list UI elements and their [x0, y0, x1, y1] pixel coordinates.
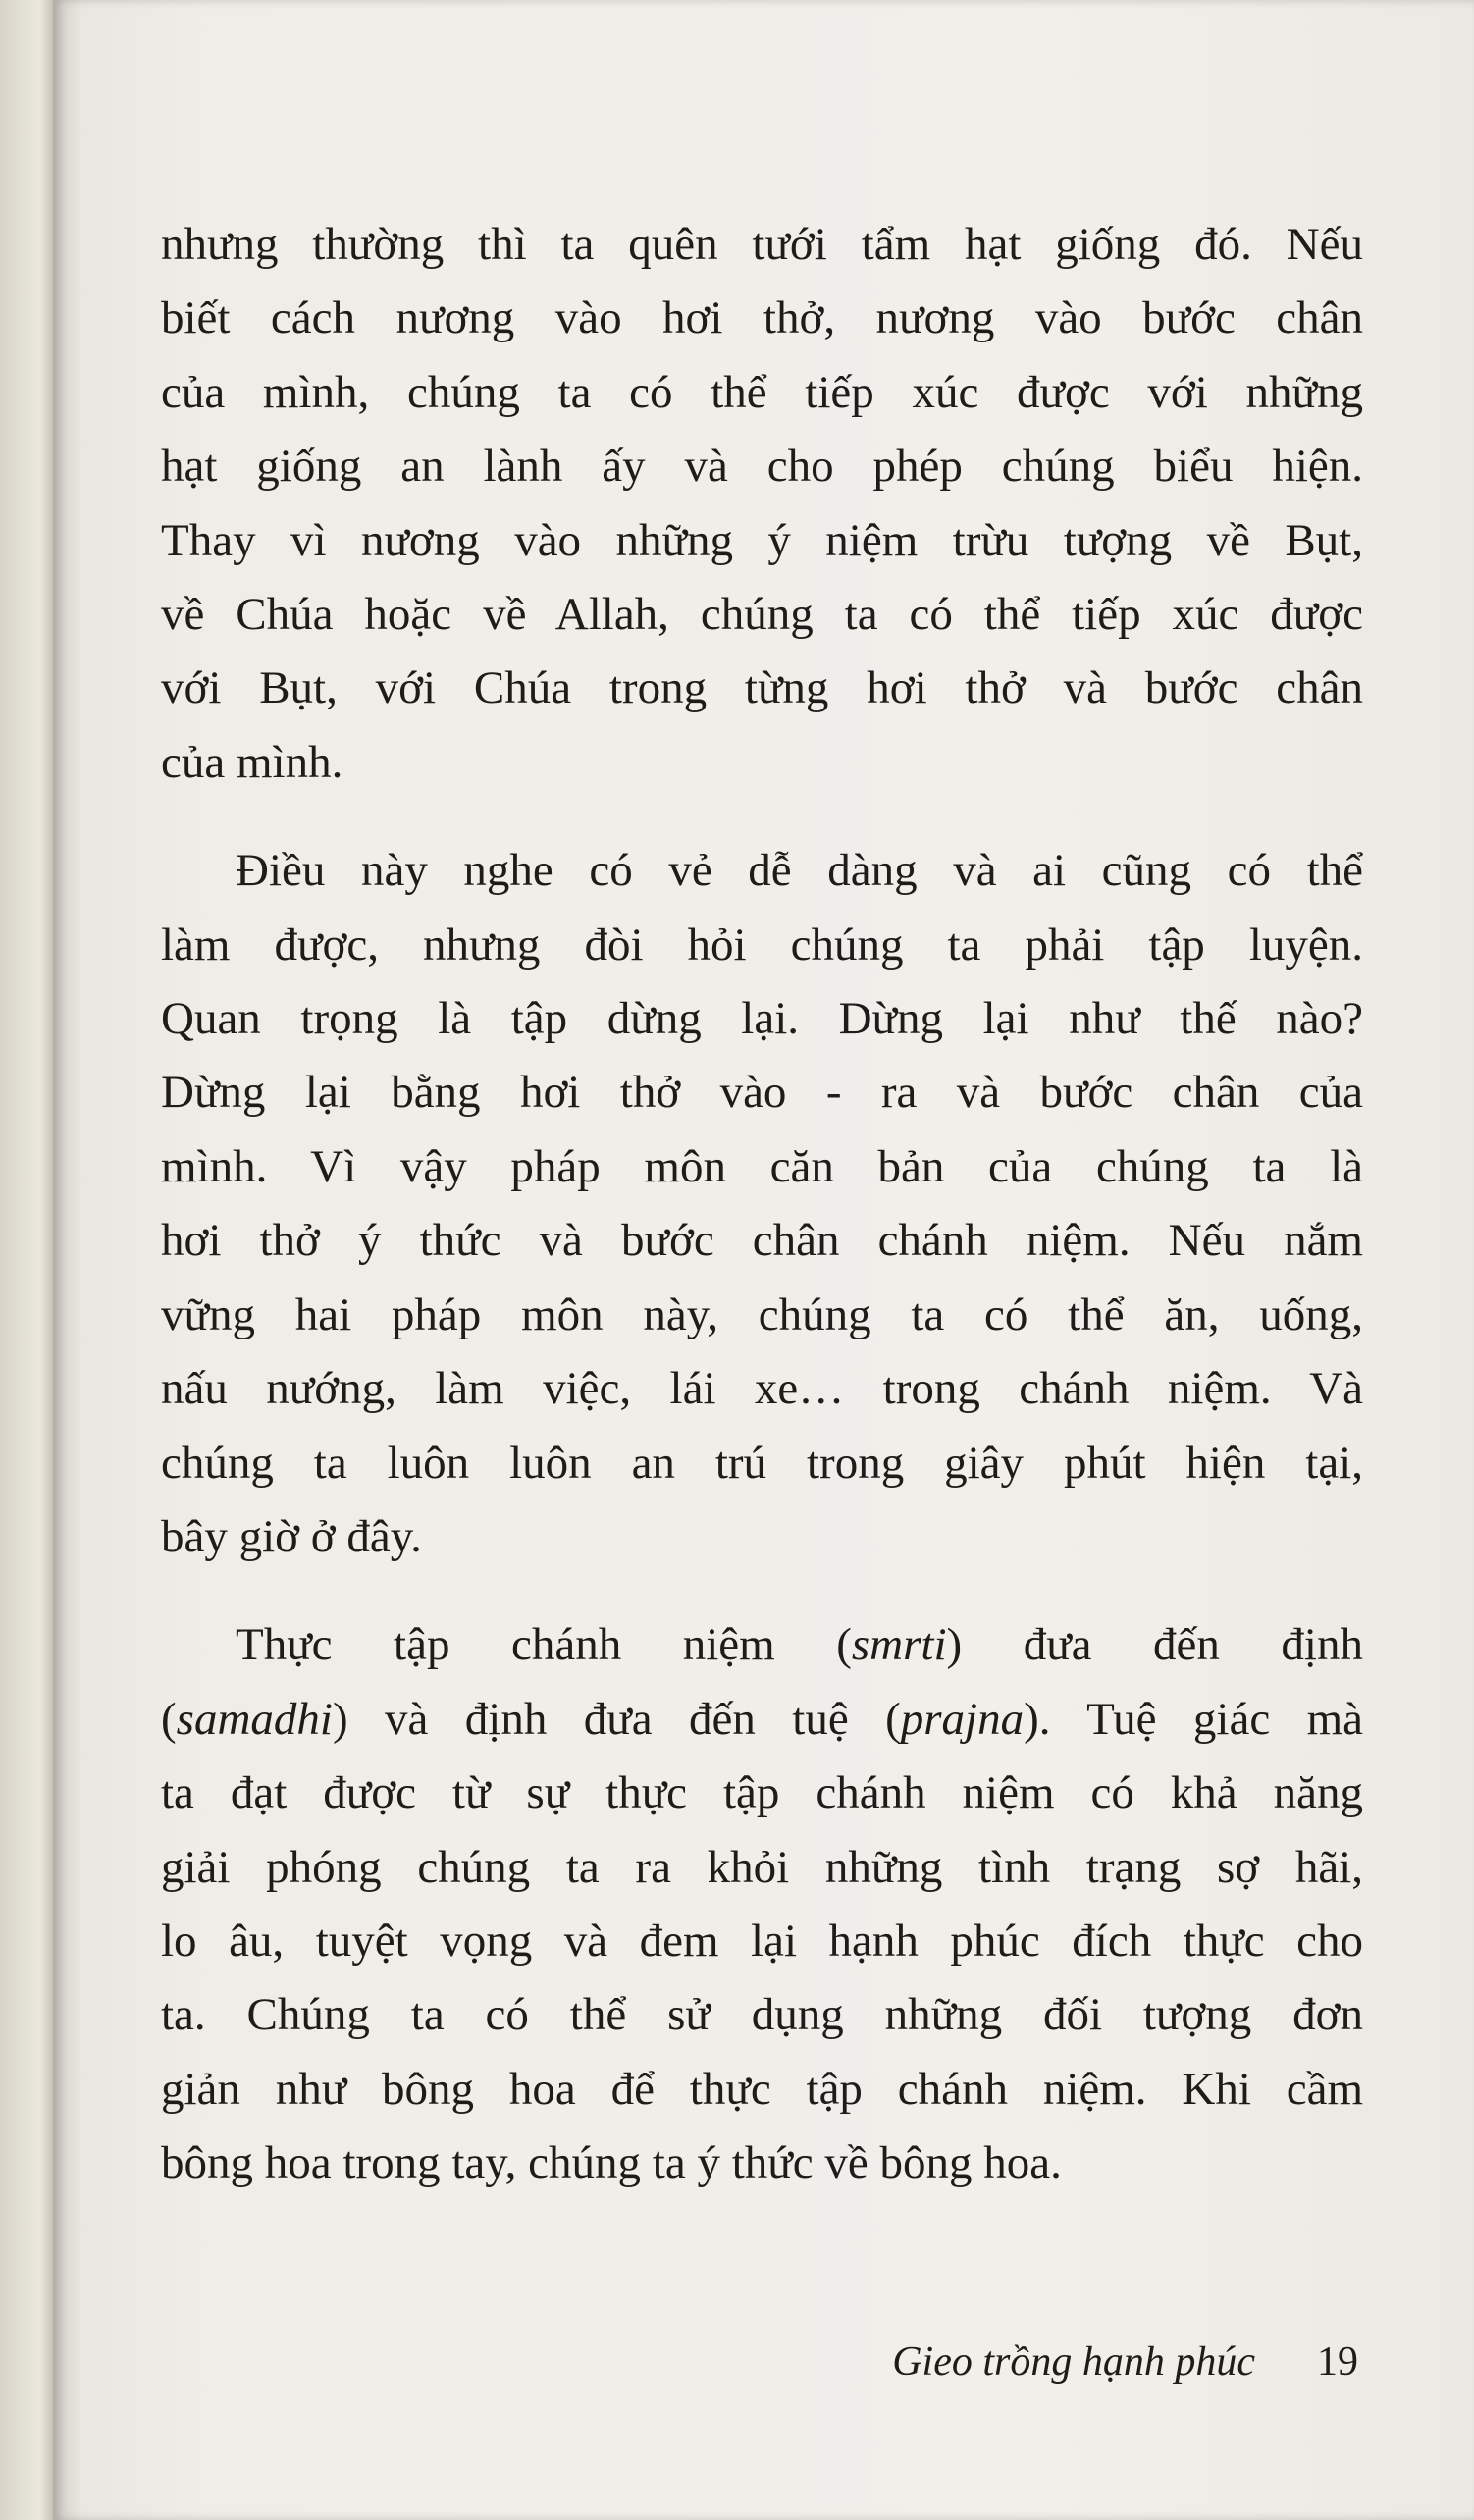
text-run: làm được, nhưng đòi hỏi chúng ta phải tập luyện.: [161, 919, 1363, 971]
text-line: [161, 1683, 1363, 1757]
text-line: [161, 2126, 1363, 2200]
book-page: [53, 0, 1474, 2520]
text-run: nhưng thường thì ta quên tưới tẩm hạt giống đó. Nếu: [161, 219, 1363, 270]
text-run: bông hoa trong tay, chúng ta ý thức về bông hoa.: [161, 2137, 1062, 2189]
text-line: [161, 834, 1363, 908]
text-line: [161, 909, 1363, 982]
previous-page-edge: [0, 0, 57, 2520]
running-title: Gieo trồng hạnh phúc: [892, 2339, 1255, 2385]
text-run: biết cách nương vào hơi thở, nương vào bước chân: [161, 292, 1363, 344]
text-run: mình. Vì vậy pháp môn căn bản của chúng ta là: [161, 1140, 1363, 1192]
paragraph: [161, 1608, 1363, 2200]
text-line: [161, 1427, 1363, 1500]
text-run: Điều này nghe có vẻ dễ dàng và ai cũng có thể: [236, 845, 1363, 897]
text-run: ) và định đưa đến tuệ (: [332, 1693, 901, 1745]
text-line: [161, 726, 1363, 800]
text-line: [161, 578, 1363, 652]
text-line: [161, 1204, 1363, 1278]
text-run: nấu nướng, làm việc, lái xe… trong chánh niệm. Và: [161, 1363, 1363, 1415]
text-run: ta. Chúng ta có thể sử dụng những đối tượng đơn: [161, 1989, 1363, 2041]
text-run: giải phóng chúng ta ra khỏi những tình trạng sợ hãi,: [161, 1841, 1363, 1893]
text-line: [161, 1831, 1363, 1905]
text-run: (: [161, 1693, 177, 1745]
text-line: [161, 356, 1363, 430]
text-run: lo âu, tuyệt vọng và đem lại hạnh phúc đích thực cho: [161, 1915, 1363, 1967]
text-line: [161, 282, 1363, 355]
text-line: [161, 1978, 1363, 2052]
text-line: [161, 208, 1363, 282]
text-run: ta đạt được từ sự thực tập chánh niệm có khả năng: [161, 1767, 1363, 1819]
text-line: [161, 1500, 1363, 1574]
text-line: [161, 1905, 1363, 1978]
text-line: [161, 430, 1363, 503]
text-line: [161, 2053, 1363, 2126]
text-line: [161, 504, 1363, 578]
text-run: Thay vì nương vào những ý niệm trừu tượng về Bụt,: [161, 514, 1363, 566]
text-line: [161, 1279, 1363, 1352]
text-line: [161, 652, 1363, 725]
italic-term: prajna: [900, 1693, 1025, 1745]
text-run: với Bụt, với Chúa trong từng hơi thở và bước chân: [161, 662, 1363, 714]
text-line: [161, 1130, 1363, 1204]
text-run: hơi thở ý thức và bước chân chánh niệm. Nếu nắm: [161, 1215, 1363, 1267]
body-text: [161, 208, 1363, 2201]
text-run: hạt giống an lành ấy và cho phép chúng biểu hiện.: [161, 441, 1363, 493]
text-line: [161, 1608, 1363, 1682]
page-footer: [769, 2338, 1358, 2397]
text-run: về Chúa hoặc về Allah, chúng ta có thể tiếp xúc được: [161, 589, 1363, 641]
text-run: giản như bông hoa để thực tập chánh niệm. Khi cầm: [161, 2063, 1363, 2115]
text-line: [161, 1757, 1363, 1830]
text-run: Dừng lại bằng hơi thở vào - ra và bước chân của: [161, 1067, 1363, 1119]
text-run: Quan trọng là tập dừng lại. Dừng lại như thế nào?: [161, 993, 1363, 1045]
text-run: ). Tuệ giác mà: [1024, 1693, 1364, 1745]
text-run: Thực tập chánh niệm (: [236, 1619, 852, 1671]
italic-term: smrti: [851, 1619, 947, 1671]
text-run: bây giờ ở đây.: [161, 1510, 422, 1562]
text-line: [161, 1352, 1363, 1426]
text-run: ) đưa đến định: [946, 1619, 1363, 1671]
text-run: của mình.: [161, 736, 343, 788]
text-run: vững hai pháp môn này, chúng ta có thể ăn, uống,: [161, 1288, 1363, 1340]
text-run: chúng ta luôn luôn an trú trong giây phút hiện tại,: [161, 1437, 1363, 1489]
paragraph: [161, 834, 1363, 1574]
paragraph: [161, 208, 1363, 800]
text-run: của mình, chúng ta có thể tiếp xúc được với những: [161, 366, 1363, 418]
italic-term: samadhi: [176, 1693, 333, 1745]
page-number: 19: [1317, 2339, 1358, 2385]
text-line: [161, 1056, 1363, 1129]
text-line: [161, 982, 1363, 1056]
